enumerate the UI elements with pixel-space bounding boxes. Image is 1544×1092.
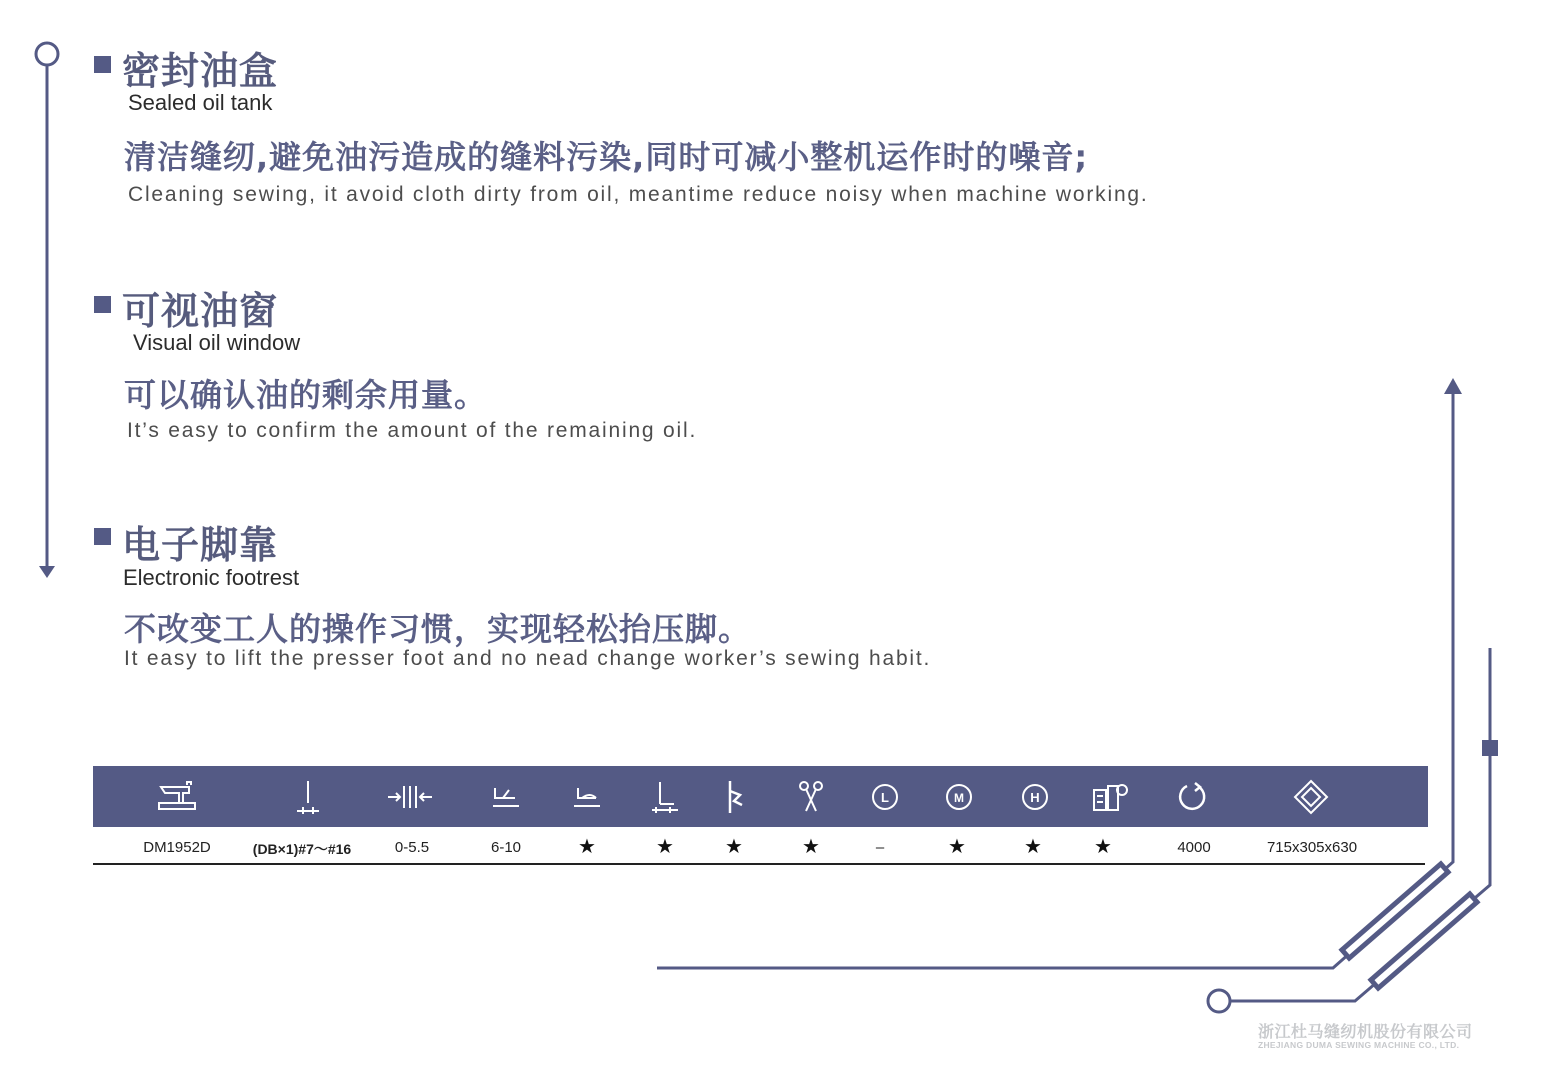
- feature-1-title-cn: 密封油盒: [122, 49, 279, 93]
- svg-text:H: H: [1030, 789, 1040, 805]
- feature-3-desc-en: It easy to lift the presser foot and no nead change worker’s sewing habit.: [124, 647, 932, 670]
- needle-icon: [293, 766, 323, 827]
- cell-model: DM1952D: [143, 839, 211, 856]
- cell-star: ★: [802, 836, 820, 858]
- cell-stitch-length: 0-5.5: [394, 839, 430, 856]
- feature-2-title-en: Visual oil window: [133, 330, 301, 355]
- thread-trim-foot-icon: [648, 766, 682, 827]
- cell-star: ★: [948, 836, 966, 858]
- feature-3-title-cn: 电子脚靠: [122, 523, 279, 567]
- heavy-material-icon: [1020, 766, 1050, 827]
- feature-2-desc-cn: 可以确认油的剩余用量。: [124, 376, 488, 414]
- cell-speed: 4000: [1177, 839, 1211, 856]
- dimensions-icon: [1292, 766, 1330, 827]
- table-rule: [93, 863, 1425, 865]
- bullet-square-icon: [94, 296, 111, 313]
- cell-light: –: [875, 839, 885, 856]
- svg-text:L: L: [881, 789, 889, 805]
- cell-star: ★: [1024, 836, 1042, 858]
- feature-1-title-en: Sealed oil tank: [128, 90, 273, 115]
- cell-star: ★: [656, 836, 674, 858]
- cell-foot-lift: 6-10: [490, 839, 522, 856]
- feature-2-desc-en: It’s easy to confirm the amount of the remaining oil.: [127, 419, 698, 442]
- feature-3-title-en: Electronic footrest: [123, 565, 300, 590]
- cell-needle: (DB×1)#7～#16: [252, 841, 352, 857]
- cell-star: ★: [1094, 836, 1112, 858]
- sewing-machine-icon: [155, 766, 199, 827]
- company-name-en: ZHEJIANG DUMA SEWING MACHINE CO., LTD.: [1258, 1040, 1460, 1050]
- feature-3-desc-cn: 不改变工人的操作习惯，实现轻松抬压脚。: [124, 610, 752, 648]
- light-material-icon: [870, 766, 900, 827]
- reverse-feed-icon: [722, 766, 746, 827]
- cell-star: ★: [725, 836, 743, 858]
- bullet-square-icon: [94, 528, 111, 545]
- scissors-icon: [796, 766, 826, 827]
- medium-material-icon: [944, 766, 974, 827]
- foot-lift-icon: [570, 766, 604, 827]
- cell-star: ★: [578, 836, 596, 858]
- feature-2-title-cn: 可视油窗: [122, 289, 279, 333]
- presser-foot-lift-icon: [489, 766, 523, 827]
- bullet-square-icon: [94, 56, 111, 73]
- feature-1-desc-en: Cleaning sewing, it avoid cloth dirty from oil, meantime reduce noisy when machine working.: [128, 183, 1149, 206]
- control-panel-icon: [1091, 766, 1129, 827]
- feature-1-desc-cn: 清洁缝纫,避免油污造成的缝料污染,同时可减小整机运作时的噪音;: [124, 138, 1089, 176]
- company-name-cn: 浙江杜马缝纫机股份有限公司: [1258, 1022, 1473, 1041]
- speed-icon: [1175, 766, 1209, 827]
- spec-table-header: [93, 766, 1428, 827]
- svg-text:M: M: [954, 790, 964, 805]
- cell-dimensions: 715x305x630: [1266, 839, 1358, 856]
- stitch-length-icon: [386, 766, 434, 827]
